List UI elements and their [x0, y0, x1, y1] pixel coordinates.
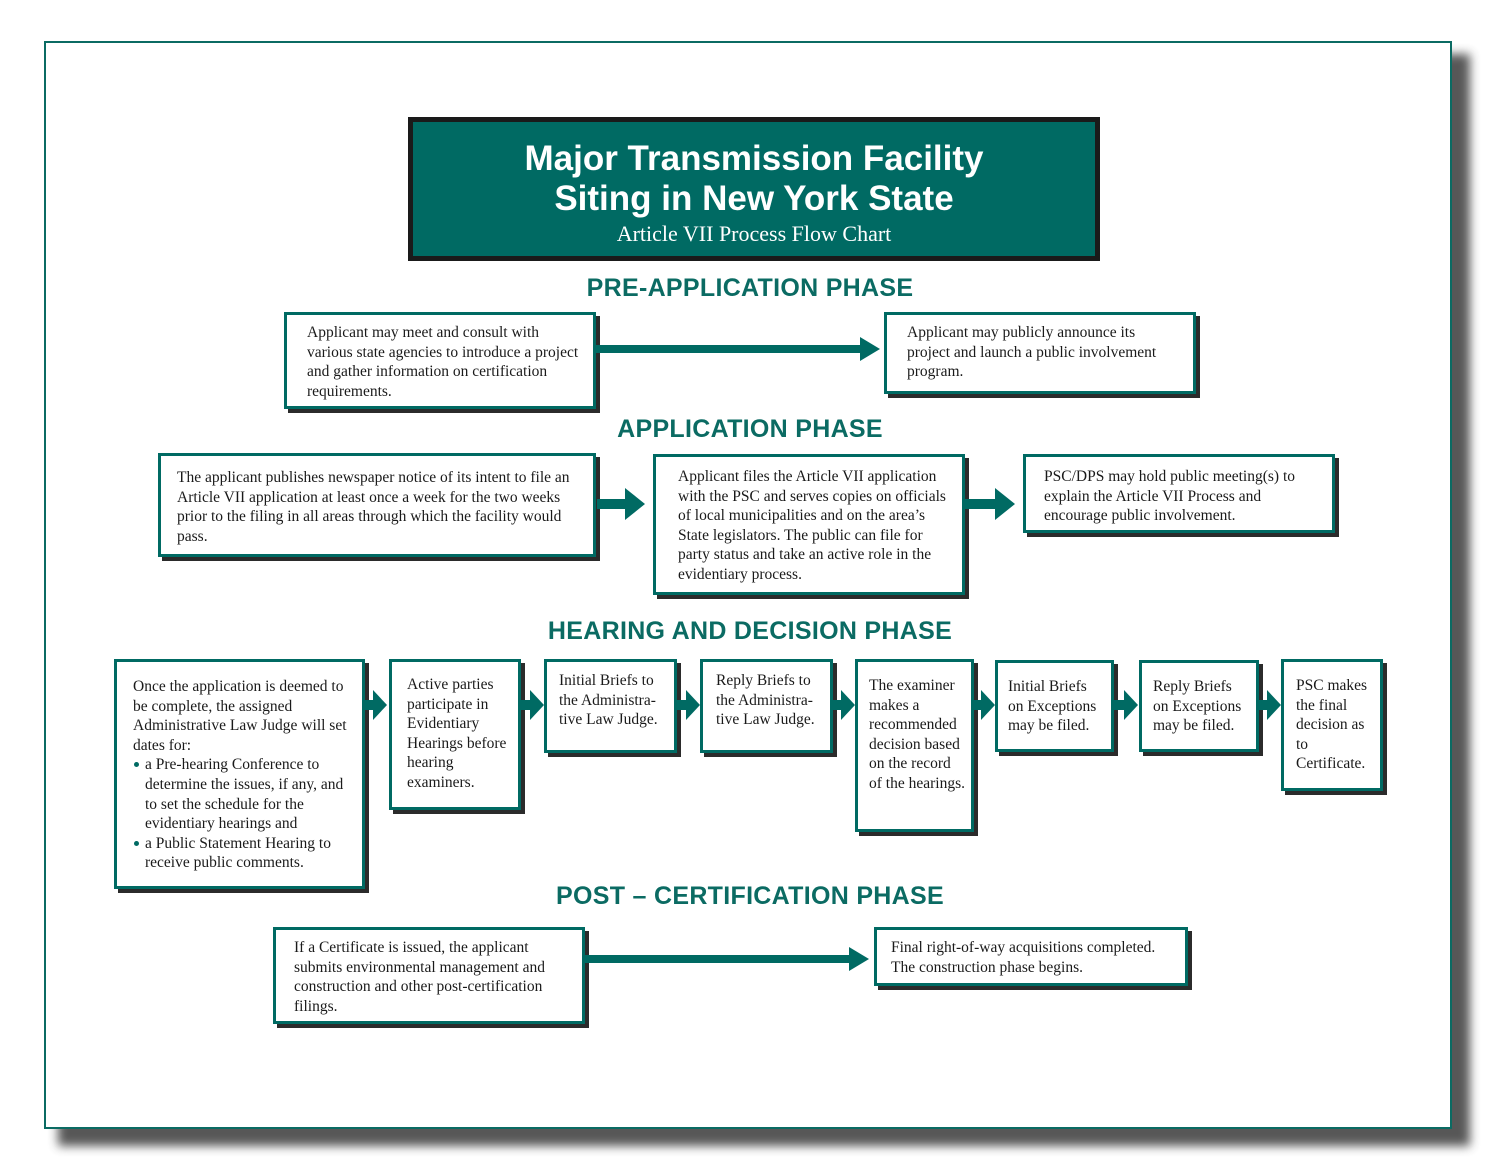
- arrow-hearing-2: [521, 688, 546, 722]
- application-meeting-text: PSC/DPS may hold public meeting(s) to explain the Article VII Process and encourage public involvement.: [1044, 468, 1296, 525]
- hearing-bullet-public-statement: a Public Statement Hearing to receive public comments.: [133, 834, 350, 873]
- phase-heading-post-certification: POST – CERTIFICATION PHASE: [556, 882, 944, 910]
- application-filing-box: [653, 454, 965, 595]
- phase-heading-application: APPLICATION PHASE: [617, 415, 883, 443]
- title-line-2: Siting in New York State: [554, 179, 954, 218]
- arrow-hearing-5: [974, 688, 997, 722]
- arrow-hearing-1: [365, 688, 389, 722]
- hearing-recommended-decision-text: The examiner makes a recommended decision based on the record of the hearings.: [869, 677, 965, 792]
- hearing-alj-dates-box: [114, 659, 365, 889]
- application-notice-box: [158, 453, 596, 557]
- application-notice-text: The applicant publishes newspaper notice of its intent to file an Article VII application at least once a week for the two weeks prior to the filing in all areas through which the facility would pass.: [177, 469, 570, 545]
- hearing-initial-briefs-text: Initial Briefs to the Administra-tive Law Judge.: [559, 672, 658, 729]
- hearing-evidentiary-text: Active parties participate in Evidentiary Hearings before hearing examiners.: [407, 676, 507, 791]
- hearing-initial-exceptions-text: Initial Briefs on Exceptions may be filed.: [1008, 678, 1097, 735]
- arrow-application-1: [597, 486, 647, 522]
- post-certification-filings-box: [273, 927, 585, 1024]
- arrow-post-certification: [585, 944, 873, 974]
- arrow-hearing-7: [1259, 688, 1283, 722]
- arrow-hearing-3: [677, 688, 702, 722]
- phase-heading-hearing: HEARING AND DECISION PHASE: [547, 617, 953, 645]
- hearing-alj-intro-text: Once the application is deemed to be complete, the assigned Administrative Law Judge will set dates for:: [133, 678, 347, 754]
- hearing-reply-exceptions-box: [1139, 660, 1259, 752]
- arrow-hearing-6: [1114, 688, 1140, 722]
- pre-application-announce-box: [884, 312, 1196, 394]
- hearing-reply-briefs-text: Reply Briefs to the Administra-tive Law Judge.: [716, 672, 815, 729]
- pre-application-announce-text: Applicant may publicly announce its project and launch a public involvement program.: [907, 324, 1157, 381]
- hearing-initial-briefs-box: [544, 659, 677, 753]
- phase-heading-pre-application: PRE-APPLICATION PHASE: [586, 274, 914, 302]
- pre-application-consult-text: Applicant may meet and consult with various state agencies to introduce a project and gather information on certification requirements.: [307, 324, 579, 400]
- hearing-final-decision-text: PSC makes the final decision as to Certificate.: [1296, 677, 1368, 773]
- title-line-1: Major Transmission Facility: [524, 139, 984, 178]
- hearing-evidentiary-box: [389, 659, 521, 810]
- application-filing-text: Applicant files the Article VII application with the PSC and serves copies on officials of local municipalities and on the area’s State legislators. The public can file for party status and take an active role in the evidentiary process.: [678, 468, 946, 583]
- hearing-reply-exceptions-text: Reply Briefs on Exceptions may be filed.: [1153, 678, 1242, 735]
- arrow-pre-application: [596, 334, 884, 364]
- hearing-final-decision-box: [1281, 659, 1383, 791]
- application-meeting-box: [1023, 454, 1335, 533]
- hearing-recommended-decision-box: [855, 659, 974, 832]
- title-banner: [408, 117, 1100, 261]
- arrow-hearing-4: [833, 688, 857, 722]
- subtitle: Article VII Process Flow Chart: [616, 221, 892, 246]
- hearing-bullet-prehearing: a Pre-hearing Conference to determine the issues, if any, and to set the schedule for the evidentiary hearings and: [133, 755, 350, 833]
- post-certification-construction-text: Final right-of-way acquisitions completed. The construction phase begins.: [891, 939, 1156, 976]
- arrow-application-2: [965, 486, 1017, 522]
- post-certification-filings-text: If a Certificate is issued, the applicant submits environmental management and construction and other post-certification filings.: [294, 939, 545, 1015]
- hearing-initial-exceptions-box: [995, 660, 1114, 752]
- post-certification-construction-box: [874, 927, 1188, 986]
- pre-application-consult-box: [284, 312, 596, 409]
- hearing-reply-briefs-box: [700, 659, 833, 753]
